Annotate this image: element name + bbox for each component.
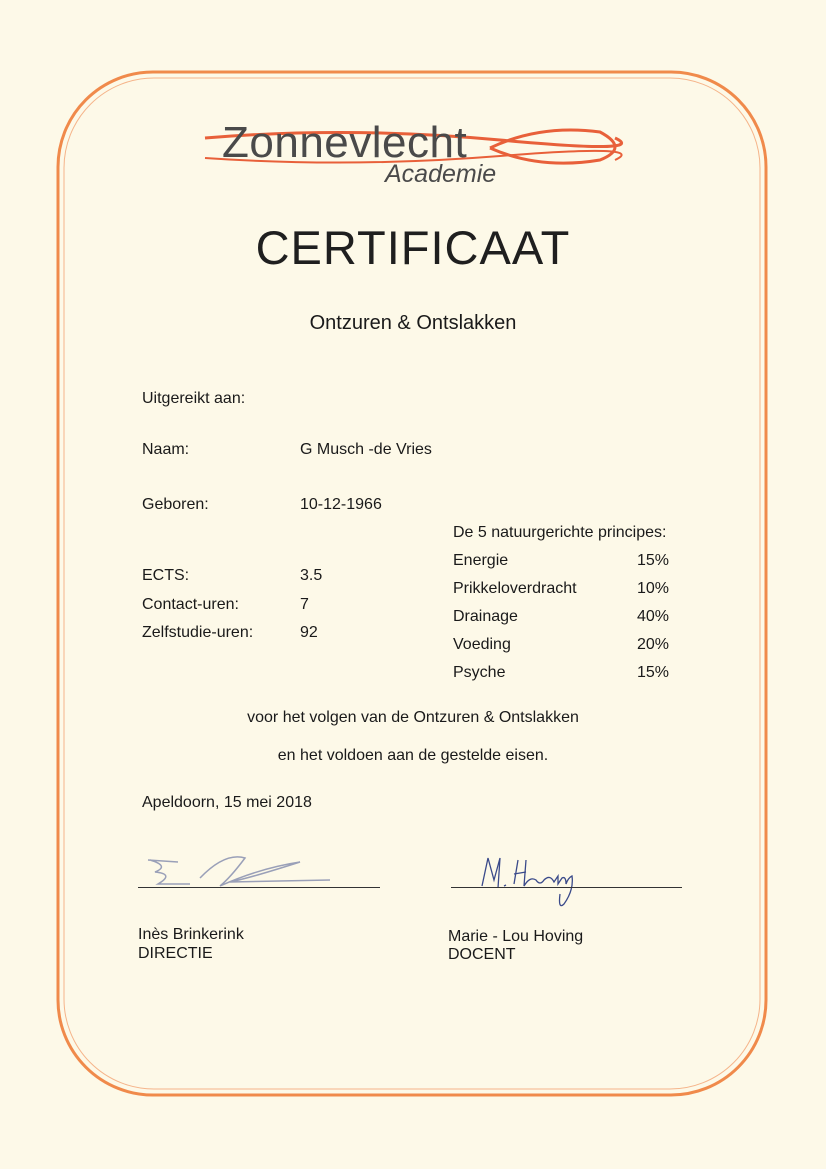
principle-row: [453, 580, 669, 598]
principle-percentage: 15%: [636, 664, 669, 681]
signature-drawing-docent: [478, 850, 578, 920]
signatory-role: DOCENT: [448, 946, 516, 963]
signatory-name: Marie - Lou Hoving: [448, 928, 584, 945]
principle-name: Energie: [453, 552, 509, 569]
field-value: 7: [300, 596, 309, 613]
principle-name: Prikkeloverdracht: [453, 580, 577, 597]
signatory-role: DIRECTIE: [138, 945, 213, 962]
field-label: Geboren:: [142, 496, 209, 513]
field-label: ECTS:: [142, 567, 190, 584]
field-value: 3.5: [300, 567, 323, 584]
principle-row: [453, 636, 669, 654]
field-label: Naam:: [142, 441, 190, 458]
principles-heading: De 5 natuurgerichte principes:: [453, 524, 667, 541]
field-value: G Musch -de Vries: [300, 441, 432, 458]
signature-line: [451, 887, 682, 888]
certificate-title: CERTIFICAAT: [255, 221, 571, 274]
principle-percentage: 20%: [636, 636, 669, 653]
field-label: Zelfstudie-uren:: [142, 624, 254, 641]
field-value: 10-12-1966: [300, 496, 382, 513]
principle-percentage: 40%: [636, 608, 669, 625]
principle-name: Psyche: [453, 664, 506, 681]
principle-percentage: 10%: [636, 580, 669, 597]
statement-line: voor het volgen van de Ontzuren & Ontslakken: [247, 709, 579, 726]
field-label: Contact-uren:: [142, 596, 239, 613]
place-date: Apeldoorn, 15 mei 2018: [142, 794, 312, 811]
principle-name: Drainage: [453, 608, 518, 625]
principle-name: Voeding: [453, 636, 511, 653]
issued-to-label: Uitgereikt aan:: [142, 390, 246, 407]
logo-name: Zonnevlecht: [222, 118, 468, 167]
principle-row: [453, 608, 669, 626]
logo-subtitle: Academie: [385, 160, 497, 188]
signatory-name: Inès Brinkerink: [138, 926, 244, 943]
principle-percentage: 15%: [636, 552, 669, 569]
signature-line: [138, 887, 380, 888]
course-name: Ontzuren & Ontslakken: [309, 312, 517, 334]
principle-row: [453, 664, 669, 682]
field-value: 92: [300, 624, 318, 641]
principle-row: [453, 552, 669, 570]
statement-line: en het voldoen aan de gestelde eisen.: [277, 747, 549, 764]
